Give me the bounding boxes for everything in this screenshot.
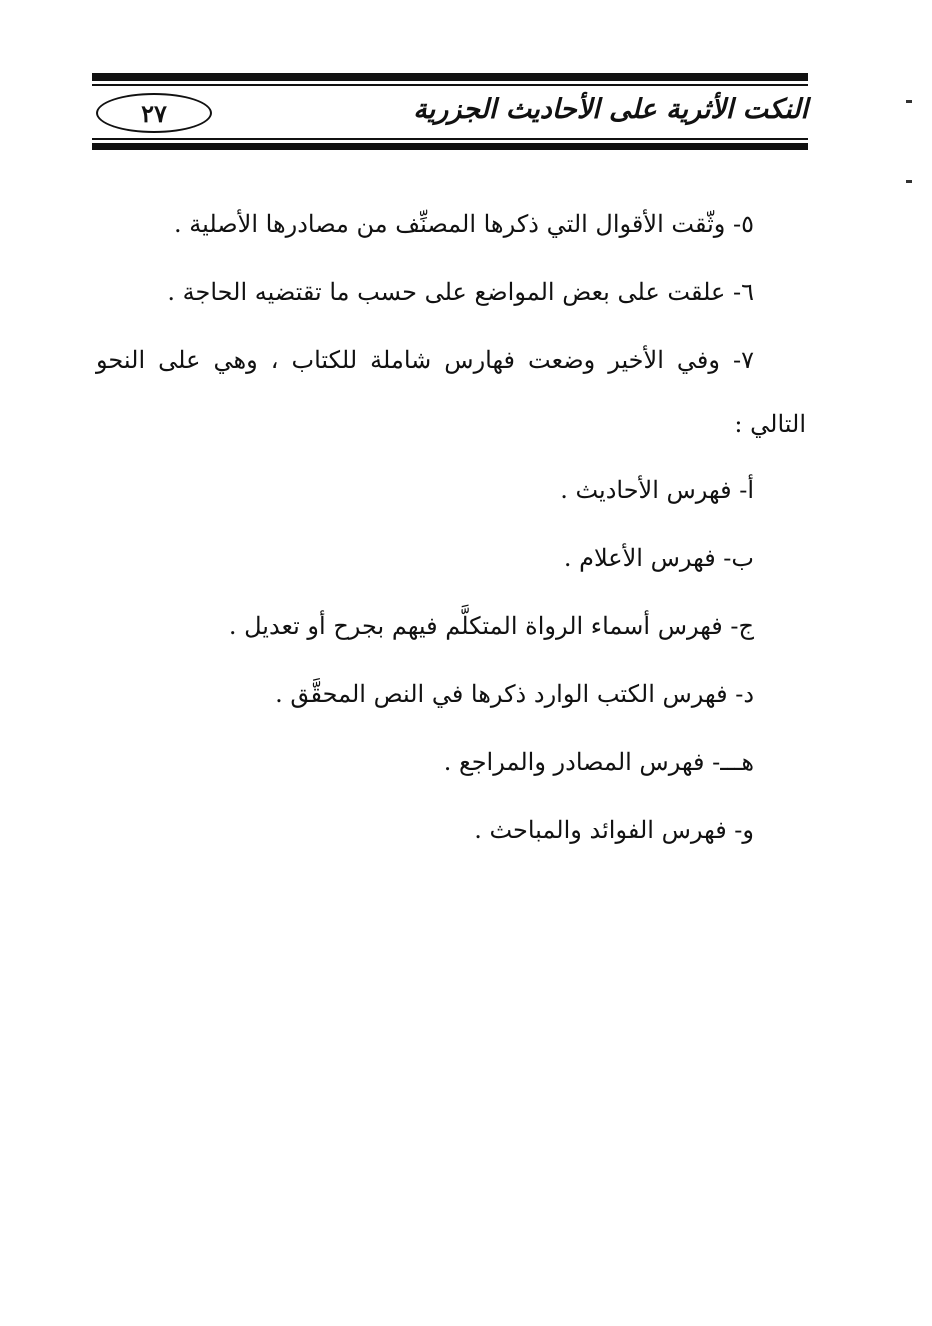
body-line: التالي : (734, 410, 806, 438)
body-line: ٧- وفي الأخير وضعت فهارس شاملة للكتاب ، وهي على النحو (96, 346, 754, 374)
page-number: ٢٧ (141, 98, 167, 128)
index-item: أ- فهرس الأحاديث . (560, 476, 754, 504)
header-rule-thick-top (92, 73, 808, 81)
header-rule-thin-bottom (92, 138, 808, 140)
body-line: ٦- علقت على بعض المواضع على حسب ما تقتضيه الحاجة . (167, 278, 754, 306)
index-item: و- فهرس الفوائد والمباحث . (474, 816, 754, 844)
margin-mark (906, 100, 912, 103)
header-rule-thick-bottom (92, 143, 808, 150)
index-item: هـــ- فهرس المصادر والمراجع . (443, 748, 754, 776)
running-title: النكت الأثرية على الأحاديث الجزرية (413, 94, 808, 125)
index-item: ب- فهرس الأعلام . (563, 544, 754, 572)
margin-mark (906, 180, 912, 183)
page-number-oval (96, 93, 212, 133)
header-rule-thin-top (92, 84, 808, 86)
index-item: د- فهرس الكتب الوارد ذكرها في النص المحقَّق . (275, 680, 754, 708)
index-item: ج- فهرس أسماء الرواة المتكلَّم فيهم بجرح أو تعديل . (228, 612, 754, 640)
body-line: ٥- وثّقت الأقوال التي ذكرها المصنِّف من مصادرها الأصلية . (173, 210, 754, 238)
